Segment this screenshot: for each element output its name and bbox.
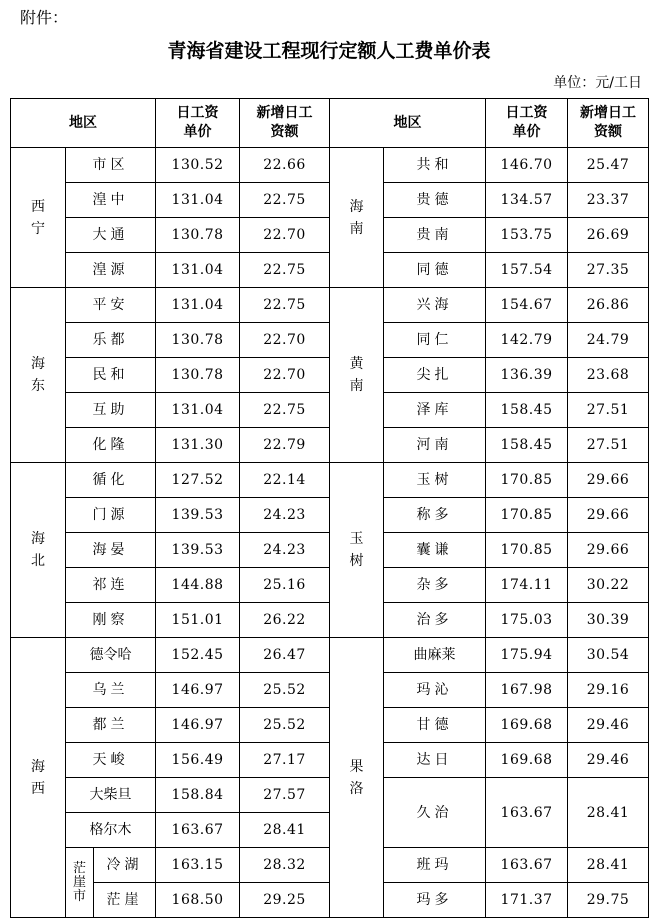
added-wage: 28.41 — [240, 813, 330, 848]
added-wage: 22.70 — [240, 323, 330, 358]
added-wage: 27.51 — [568, 393, 649, 428]
county-name: 刚察 — [66, 603, 156, 638]
county-name: 班玛 — [384, 848, 486, 883]
county-name: 曲麻莱 — [384, 638, 486, 673]
county-name: 互助 — [66, 393, 156, 428]
daily-wage: 127.52 — [156, 463, 240, 498]
added-wage: 22.70 — [240, 358, 330, 393]
added-wage: 22.79 — [240, 428, 330, 463]
header-region-right: 地区 — [330, 99, 486, 148]
added-wage: 26.47 — [240, 638, 330, 673]
daily-wage: 158.45 — [486, 428, 568, 463]
added-wage: 22.70 — [240, 218, 330, 253]
daily-wage: 168.50 — [156, 883, 240, 918]
added-wage: 25.52 — [240, 708, 330, 743]
county-name: 格尔木 — [66, 813, 156, 848]
table-row — [11, 533, 649, 568]
daily-wage: 130.78 — [156, 323, 240, 358]
daily-wage: 157.54 — [486, 253, 568, 288]
region-group-huangnan — [330, 288, 384, 463]
county-name: 门源 — [66, 498, 156, 533]
daily-wage: 163.15 — [156, 848, 240, 883]
county-name: 同德 — [384, 253, 486, 288]
table-row — [11, 708, 649, 743]
added-wage: 22.75 — [240, 183, 330, 218]
added-wage: 29.66 — [568, 533, 649, 568]
daily-wage: 131.04 — [156, 393, 240, 428]
region-group-guoluo — [330, 638, 384, 918]
region-group-label: 黄南 — [349, 356, 364, 394]
unit-label: 单位：元/工日 — [553, 75, 642, 91]
daily-wage: 131.04 — [156, 253, 240, 288]
region-subgroup-label: 茫崖市 — [72, 860, 86, 904]
daily-wage: 167.98 — [486, 673, 568, 708]
region-group-haidong — [11, 288, 66, 463]
county-name: 平安 — [66, 288, 156, 323]
added-wage: 25.47 — [568, 148, 649, 183]
table-row — [11, 778, 649, 813]
wage-table — [10, 98, 649, 918]
daily-wage: 136.39 — [486, 358, 568, 393]
county-name: 海晏 — [66, 533, 156, 568]
county-name: 德令哈 — [66, 638, 156, 673]
region-group-label: 海北 — [30, 531, 45, 569]
county-name: 甘德 — [384, 708, 486, 743]
daily-wage: 146.70 — [486, 148, 568, 183]
daily-wage: 152.45 — [156, 638, 240, 673]
daily-wage: 130.52 — [156, 148, 240, 183]
daily-wage: 144.88 — [156, 568, 240, 603]
daily-wage: 169.68 — [486, 743, 568, 778]
county-name: 茫崖 — [94, 883, 156, 918]
daily-wage: 174.11 — [486, 568, 568, 603]
table-row — [11, 498, 649, 533]
daily-wage: 146.97 — [156, 673, 240, 708]
county-name: 贵德 — [384, 183, 486, 218]
added-wage: 30.39 — [568, 603, 649, 638]
added-wage: 27.17 — [240, 743, 330, 778]
county-name: 尖扎 — [384, 358, 486, 393]
added-wage: 26.69 — [568, 218, 649, 253]
table-row — [11, 673, 649, 708]
table-row — [11, 393, 649, 428]
added-wage: 22.75 — [240, 393, 330, 428]
table-row — [11, 358, 649, 393]
header-row — [11, 99, 649, 148]
county-name: 化隆 — [66, 428, 156, 463]
daily-wage: 131.30 — [156, 428, 240, 463]
added-wage: 24.23 — [240, 498, 330, 533]
daily-wage: 163.67 — [486, 778, 568, 848]
daily-wage: 153.75 — [486, 218, 568, 253]
county-name: 称多 — [384, 498, 486, 533]
table-row — [11, 183, 649, 218]
table-row — [11, 253, 649, 288]
table-row — [11, 463, 649, 498]
added-wage: 27.51 — [568, 428, 649, 463]
region-group-haibei — [11, 463, 66, 638]
daily-wage: 139.53 — [156, 533, 240, 568]
added-wage: 29.16 — [568, 673, 649, 708]
county-name: 泽库 — [384, 393, 486, 428]
added-wage: 23.37 — [568, 183, 649, 218]
added-wage: 29.66 — [568, 498, 649, 533]
county-name: 囊谦 — [384, 533, 486, 568]
added-wage: 24.23 — [240, 533, 330, 568]
county-name: 同仁 — [384, 323, 486, 358]
county-name: 乐都 — [66, 323, 156, 358]
county-name: 市区 — [66, 148, 156, 183]
county-name: 大柴旦 — [66, 778, 156, 813]
daily-wage: 156.49 — [156, 743, 240, 778]
daily-wage: 130.78 — [156, 218, 240, 253]
added-wage: 22.75 — [240, 253, 330, 288]
daily-wage: 170.85 — [486, 463, 568, 498]
daily-wage: 170.85 — [486, 533, 568, 568]
county-name: 湟中 — [66, 183, 156, 218]
region-group-label: 海南 — [349, 198, 364, 237]
county-name: 祁连 — [66, 568, 156, 603]
header-added-left: 新增日工 资额 — [240, 99, 330, 148]
daily-wage: 142.79 — [486, 323, 568, 358]
daily-wage: 154.67 — [486, 288, 568, 323]
region-group-label: 果洛 — [349, 758, 364, 797]
added-wage: 25.52 — [240, 673, 330, 708]
region-group-label: 海西 — [30, 758, 45, 797]
added-wage: 28.32 — [240, 848, 330, 883]
county-name: 循化 — [66, 463, 156, 498]
table-row — [11, 323, 649, 358]
county-name: 玉树 — [384, 463, 486, 498]
county-name: 民和 — [66, 358, 156, 393]
county-name: 共和 — [384, 148, 486, 183]
region-group-label: 海东 — [30, 356, 45, 394]
table-row — [11, 288, 649, 323]
added-wage: 29.66 — [568, 463, 649, 498]
county-name: 天峻 — [66, 743, 156, 778]
table-row — [11, 883, 649, 918]
added-wage: 29.46 — [568, 708, 649, 743]
county-name: 湟源 — [66, 253, 156, 288]
header-wage-left: 日工资 单价 — [156, 99, 240, 148]
county-name: 河南 — [384, 428, 486, 463]
daily-wage: 158.45 — [486, 393, 568, 428]
daily-wage: 131.04 — [156, 288, 240, 323]
added-wage: 28.41 — [568, 778, 649, 848]
added-wage: 29.25 — [240, 883, 330, 918]
daily-wage: 134.57 — [486, 183, 568, 218]
added-wage: 22.14 — [240, 463, 330, 498]
region-group-hainan — [330, 148, 384, 288]
daily-wage: 175.03 — [486, 603, 568, 638]
added-wage: 30.22 — [568, 568, 649, 603]
added-wage: 26.86 — [568, 288, 649, 323]
county-name: 冷湖 — [94, 848, 156, 883]
header-added-right: 新增日工 资额 — [568, 99, 649, 148]
daily-wage: 170.85 — [486, 498, 568, 533]
daily-wage: 171.37 — [486, 883, 568, 918]
added-wage: 25.16 — [240, 568, 330, 603]
daily-wage: 169.68 — [486, 708, 568, 743]
county-name: 治多 — [384, 603, 486, 638]
added-wage: 23.68 — [568, 358, 649, 393]
daily-wage: 146.97 — [156, 708, 240, 743]
added-wage: 27.35 — [568, 253, 649, 288]
added-wage: 29.46 — [568, 743, 649, 778]
table-row — [11, 848, 649, 883]
county-name: 大通 — [66, 218, 156, 253]
added-wage: 27.57 — [240, 778, 330, 813]
county-name: 乌兰 — [66, 673, 156, 708]
added-wage: 30.54 — [568, 638, 649, 673]
daily-wage: 158.84 — [156, 778, 240, 813]
added-wage: 22.75 — [240, 288, 330, 323]
region-group-yushu — [330, 463, 384, 638]
added-wage: 29.75 — [568, 883, 649, 918]
region-subgroup-mangya — [66, 848, 94, 918]
table-row — [11, 568, 649, 603]
table-row — [11, 603, 649, 638]
table-row — [11, 218, 649, 253]
region-group-xining — [11, 148, 66, 288]
region-group-haixi — [11, 638, 66, 918]
daily-wage: 139.53 — [156, 498, 240, 533]
added-wage: 24.79 — [568, 323, 649, 358]
daily-wage: 130.78 — [156, 358, 240, 393]
daily-wage: 163.67 — [156, 813, 240, 848]
daily-wage: 163.67 — [486, 848, 568, 883]
county-name: 玛沁 — [384, 673, 486, 708]
attachment-label: 附件： — [20, 8, 69, 27]
header-region-left: 地区 — [11, 99, 156, 148]
county-name: 都兰 — [66, 708, 156, 743]
county-name: 兴海 — [384, 288, 486, 323]
county-name: 久治 — [384, 778, 486, 848]
county-name: 达日 — [384, 743, 486, 778]
header-wage-right: 日工资 单价 — [486, 99, 568, 148]
table-row — [11, 638, 649, 673]
table-row — [11, 743, 649, 778]
page-title: 青海省建设工程现行定额人工费单价表 — [167, 40, 491, 62]
table-row — [11, 148, 649, 183]
county-name: 贵南 — [384, 218, 486, 253]
daily-wage: 175.94 — [486, 638, 568, 673]
added-wage: 28.41 — [568, 848, 649, 883]
region-group-label: 玉树 — [349, 531, 364, 569]
added-wage: 26.22 — [240, 603, 330, 638]
region-group-label: 西宁 — [30, 198, 45, 237]
added-wage: 22.66 — [240, 148, 330, 183]
daily-wage: 151.01 — [156, 603, 240, 638]
county-name: 玛多 — [384, 883, 486, 918]
county-name: 杂多 — [384, 568, 486, 603]
table-row — [11, 428, 649, 463]
daily-wage: 131.04 — [156, 183, 240, 218]
